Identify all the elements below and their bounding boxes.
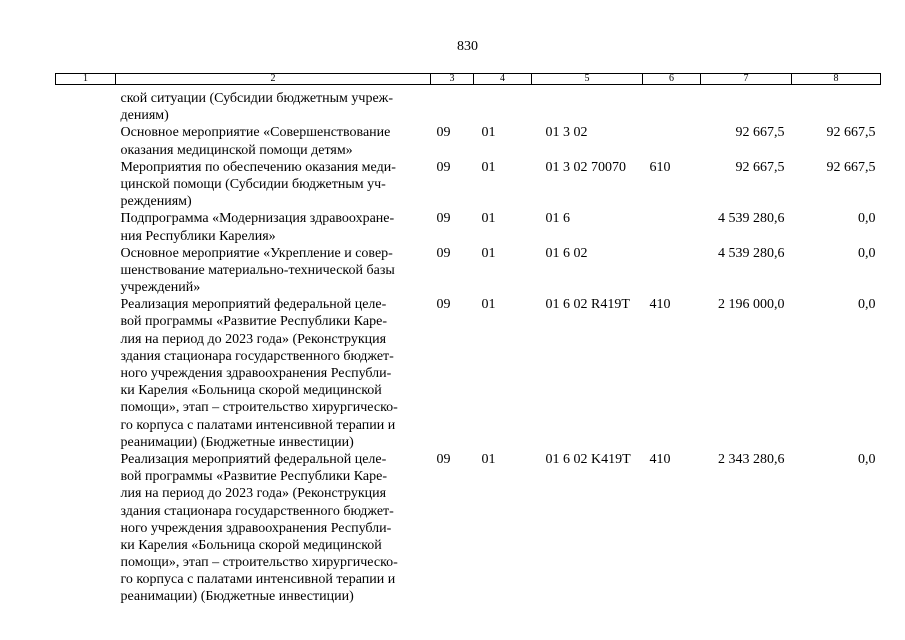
cell-col-1 <box>56 124 116 158</box>
cell-col-5: 01 3 02 70070 <box>545 159 626 175</box>
cell-col-8: 0,0 <box>858 245 876 261</box>
cell-col-3: 09 <box>436 245 451 261</box>
description-line: ного учреждения здравоохранения Республи- <box>120 366 392 381</box>
description-line: Реализация мероприятий федеральной целе- <box>120 451 387 467</box>
cell-col-6: 410 <box>649 451 671 467</box>
description-line: цинской помощи (Субсидии бюджетным уч- <box>120 176 386 192</box>
cell-col-3: 09 <box>436 159 451 175</box>
cell-col-6 <box>643 124 701 158</box>
description-line: ки Карелия «Больница скорой медицинской <box>120 383 382 399</box>
cell-col-4: 01 <box>481 451 496 467</box>
header-col-8: 8 <box>792 74 881 85</box>
cell-col-3 <box>431 85 474 125</box>
description-line: го корпуса с палатами интенсивной терапии и <box>120 572 396 588</box>
description-line: здания стационара государственного бюджет- <box>120 348 394 364</box>
cell-col-5: 01 6 <box>545 211 570 227</box>
description-line: лия на период до 2023 года» (Реконструкция <box>120 486 387 502</box>
cell-col-6 <box>643 245 701 297</box>
cell-col-1 <box>56 159 116 211</box>
cell-col-3: 09 <box>436 125 451 141</box>
cell-col-3: 09 <box>436 297 451 313</box>
table-row <box>56 451 881 606</box>
cell-col-7: 2 196 000,0 <box>718 297 785 313</box>
description-line: лия на период до 2023 года» (Реконструкция <box>120 331 387 347</box>
table-row <box>56 210 881 244</box>
cell-col-5: 01 6 02 <box>545 245 588 261</box>
header-col-3: 3 <box>431 74 474 85</box>
description-line: Реализация мероприятий федеральной целе- <box>120 297 387 313</box>
cell-col-7: 92 667,5 <box>735 125 785 141</box>
cell-col-7 <box>701 85 792 125</box>
cell-col-7: 4 539 280,6 <box>718 211 785 227</box>
cell-col-8 <box>792 85 881 125</box>
page-number: 830 <box>457 39 478 54</box>
cell-col-7: 4 539 280,6 <box>718 245 785 261</box>
cell-col-4: 01 <box>481 297 496 313</box>
description-line: ния Республики Карелия» <box>120 228 276 244</box>
description-line: Мероприятия по обеспечению оказания меди- <box>120 159 396 175</box>
cell-description <box>116 210 431 244</box>
cell-col-3: 09 <box>436 211 451 227</box>
cell-col-1 <box>56 296 116 451</box>
table-row <box>56 296 881 451</box>
description-line: го корпуса с палатами интенсивной терапии и <box>120 417 396 433</box>
description-line: Подпрограмма «Модернизация здравоохране- <box>120 211 395 227</box>
table-row <box>56 124 881 158</box>
table-row <box>56 159 881 211</box>
cell-col-5 <box>532 85 643 125</box>
description-line: помощи», этап – строительство хирургическо- <box>120 555 398 571</box>
cell-col-6 <box>643 85 701 125</box>
description-line: реанимации) (Бюджетные инвестиции) <box>120 589 354 605</box>
cell-col-4: 01 <box>481 211 496 227</box>
table-row <box>56 245 881 297</box>
description-line: здания стационара государственного бюджет- <box>120 503 394 519</box>
description-line: Основное мероприятие «Совершенствование <box>120 125 391 141</box>
cell-col-4 <box>474 85 532 125</box>
header-col-5: 5 <box>532 74 643 85</box>
cell-col-4: 01 <box>481 125 496 141</box>
cell-col-1 <box>56 451 116 606</box>
cell-col-8: 0,0 <box>858 297 876 313</box>
cell-col-1 <box>56 245 116 297</box>
cell-col-5: 01 3 02 <box>545 125 588 141</box>
header-col-7: 7 <box>701 74 792 85</box>
description-line: ской ситуации (Субсидии бюджетным учреж- <box>120 91 394 106</box>
cell-col-8: 0,0 <box>858 451 876 467</box>
cell-col-6: 410 <box>649 297 671 313</box>
cell-col-5: 01 6 02 R419T <box>545 297 630 313</box>
description-line: ки Карелия «Больница скорой медицинской <box>120 537 382 553</box>
description-line: шенствование материально-технической базы <box>120 262 395 278</box>
table-header-row <box>56 74 881 85</box>
cell-col-4: 01 <box>481 245 496 261</box>
description-line: вой программы «Развитие Республики Каре- <box>120 314 388 330</box>
description-line: оказания медицинской помощи детям» <box>120 142 353 158</box>
description-line: реанимации) (Бюджетные инвестиции) <box>120 434 354 450</box>
cell-col-7: 2 343 280,6 <box>718 451 785 467</box>
cell-col-3: 09 <box>436 451 451 467</box>
cell-description <box>116 451 431 606</box>
description-line: учреждений» <box>120 280 201 296</box>
cell-description <box>116 124 431 158</box>
header-col-4: 4 <box>474 74 532 85</box>
description-line: вой программы «Развитие Республики Каре- <box>120 469 388 485</box>
description-line: помощи», этап – строительство хирургическо- <box>120 400 398 416</box>
cell-col-5: 01 6 02 K419T <box>545 451 631 467</box>
cell-col-1 <box>56 210 116 244</box>
cell-description <box>116 85 431 125</box>
description-line: дениям) <box>120 108 169 124</box>
budget-table <box>55 73 881 606</box>
description-line: реждениям) <box>120 194 192 210</box>
cell-col-4: 01 <box>481 159 496 175</box>
header-col-2: 2 <box>116 74 431 85</box>
cell-col-6: 610 <box>649 159 671 175</box>
cell-col-6 <box>643 210 701 244</box>
cell-description <box>116 245 431 297</box>
description-line: Основное мероприятие «Укрепление и совер- <box>120 245 393 261</box>
cell-col-8: 0,0 <box>858 211 876 227</box>
cell-description <box>116 159 431 211</box>
header-col-1: 1 <box>56 74 116 85</box>
cell-col-7: 92 667,5 <box>735 159 785 175</box>
cell-description <box>116 296 431 451</box>
cell-col-1 <box>56 85 116 125</box>
table-row <box>56 85 881 125</box>
cell-col-8: 92 667,5 <box>826 159 876 175</box>
cell-col-8: 92 667,5 <box>826 125 876 141</box>
header-col-6: 6 <box>643 74 701 85</box>
description-line: ного учреждения здравоохранения Республи- <box>120 520 392 536</box>
